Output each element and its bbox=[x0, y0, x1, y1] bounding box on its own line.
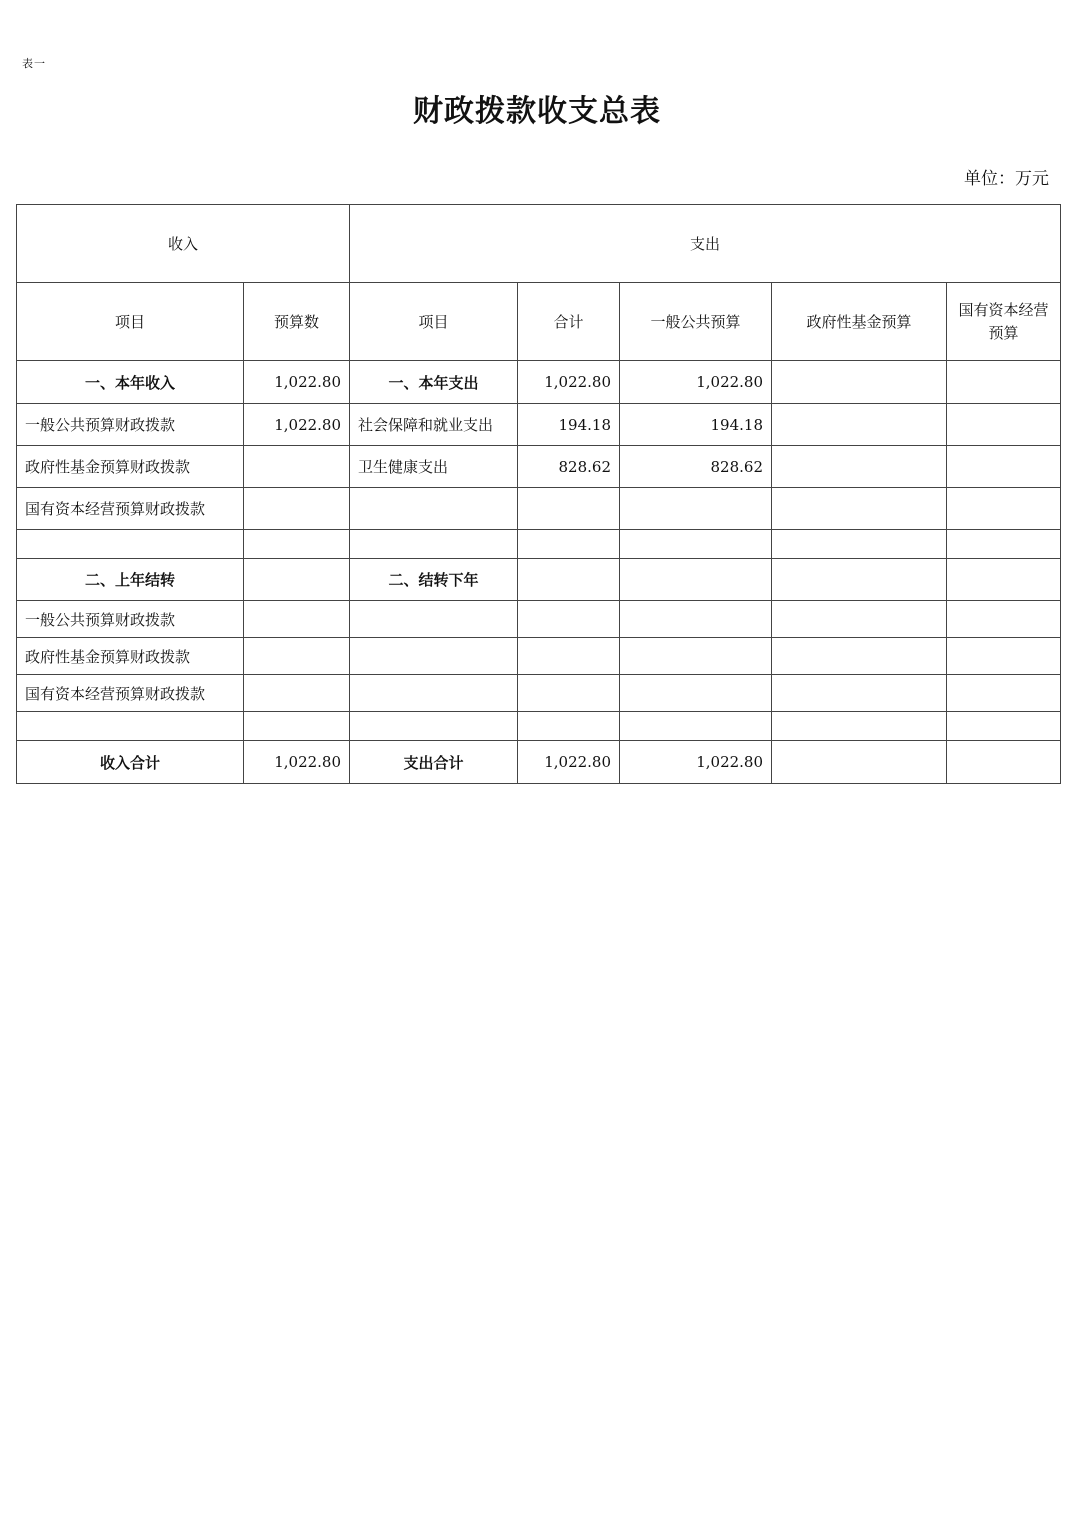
table-row bbox=[17, 712, 1061, 741]
expense-header: 支出 bbox=[350, 205, 1061, 283]
header-row-top bbox=[17, 205, 1061, 283]
table-row bbox=[17, 488, 1061, 530]
expense-item-cell bbox=[350, 638, 518, 675]
expense-item-cell: 二、结转下年 bbox=[350, 559, 518, 601]
fund-budget-header: 政府性基金预算 bbox=[772, 283, 947, 361]
income-amount-cell bbox=[244, 675, 350, 712]
general-budget-cell bbox=[620, 712, 772, 741]
income-item-cell: 收入合计 bbox=[17, 741, 244, 784]
fund-budget-cell bbox=[772, 638, 947, 675]
income-item-cell bbox=[17, 712, 244, 741]
general-budget-header: 一般公共预算 bbox=[620, 283, 772, 361]
income-item-cell: 一般公共预算财政拨款 bbox=[17, 404, 244, 446]
general-budget-cell bbox=[620, 675, 772, 712]
income-item-cell bbox=[17, 530, 244, 559]
general-budget-cell: 1,022.80 bbox=[620, 361, 772, 404]
total-cell: 828.62 bbox=[518, 446, 620, 488]
expense-item-cell bbox=[350, 675, 518, 712]
fund-budget-cell bbox=[772, 361, 947, 404]
income-amount-cell bbox=[244, 638, 350, 675]
table-number: 表一 bbox=[22, 57, 46, 70]
income-item-cell: 国有资本经营预算财政拨款 bbox=[17, 488, 244, 530]
fund-budget-cell bbox=[772, 741, 947, 784]
income-item-header: 项目 bbox=[17, 283, 244, 361]
table-row bbox=[17, 741, 1061, 784]
total-header: 合计 bbox=[518, 283, 620, 361]
total-cell bbox=[518, 675, 620, 712]
table-row bbox=[17, 404, 1061, 446]
table-row bbox=[17, 530, 1061, 559]
income-amount-cell bbox=[244, 446, 350, 488]
expense-item-cell: 社会保障和就业支出 bbox=[350, 404, 518, 446]
total-cell: 194.18 bbox=[518, 404, 620, 446]
expense-item-cell bbox=[350, 488, 518, 530]
income-amount-cell bbox=[244, 530, 350, 559]
total-cell: 1,022.80 bbox=[518, 741, 620, 784]
total-cell bbox=[518, 638, 620, 675]
expense-item-cell: 一、本年支出 bbox=[350, 361, 518, 404]
state-capital-cell bbox=[947, 638, 1061, 675]
state-capital-cell bbox=[947, 530, 1061, 559]
general-budget-cell: 1,022.80 bbox=[620, 741, 772, 784]
table-row bbox=[17, 638, 1061, 675]
income-amount-cell bbox=[244, 559, 350, 601]
income-item-cell: 二、上年结转 bbox=[17, 559, 244, 601]
table-row bbox=[17, 601, 1061, 638]
table-row bbox=[17, 446, 1061, 488]
table-row bbox=[17, 559, 1061, 601]
income-amount-cell bbox=[244, 712, 350, 741]
state-capital-cell bbox=[947, 675, 1061, 712]
state-capital-cell bbox=[947, 446, 1061, 488]
income-header: 收入 bbox=[17, 205, 350, 283]
income-amount-cell bbox=[244, 488, 350, 530]
expense-item-cell bbox=[350, 601, 518, 638]
income-amount-cell: 1,022.80 bbox=[244, 361, 350, 404]
page-title: 财政拨款收支总表 bbox=[413, 94, 661, 129]
fund-budget-cell bbox=[772, 488, 947, 530]
total-cell bbox=[518, 488, 620, 530]
total-cell bbox=[518, 530, 620, 559]
general-budget-cell bbox=[620, 601, 772, 638]
total-cell bbox=[518, 559, 620, 601]
fund-budget-cell bbox=[772, 559, 947, 601]
fund-budget-cell bbox=[772, 712, 947, 741]
total-cell bbox=[518, 601, 620, 638]
general-budget-cell: 828.62 bbox=[620, 446, 772, 488]
income-amount-cell bbox=[244, 601, 350, 638]
state-capital-cell bbox=[947, 741, 1061, 784]
fund-budget-cell bbox=[772, 446, 947, 488]
general-budget-cell bbox=[620, 530, 772, 559]
expense-item-cell: 卫生健康支出 bbox=[350, 446, 518, 488]
fund-budget-cell bbox=[772, 675, 947, 712]
general-budget-cell: 194.18 bbox=[620, 404, 772, 446]
state-capital-cell bbox=[947, 712, 1061, 741]
fund-budget-cell bbox=[772, 404, 947, 446]
state-capital-cell bbox=[947, 361, 1061, 404]
income-amount-cell: 1,022.80 bbox=[244, 741, 350, 784]
fund-budget-cell bbox=[772, 601, 947, 638]
state-capital-cell bbox=[947, 488, 1061, 530]
income-item-cell: 政府性基金预算财政拨款 bbox=[17, 638, 244, 675]
state-capital-cell bbox=[947, 601, 1061, 638]
expense-item-cell bbox=[350, 530, 518, 559]
budget-table bbox=[16, 204, 1061, 784]
total-cell bbox=[518, 712, 620, 741]
table-row bbox=[17, 675, 1061, 712]
unit-label: 单位：万元 bbox=[964, 169, 1049, 189]
fund-budget-cell bbox=[772, 530, 947, 559]
state-capital-header: 国有资本经营预算 bbox=[947, 283, 1061, 361]
general-budget-cell bbox=[620, 638, 772, 675]
total-cell: 1,022.80 bbox=[518, 361, 620, 404]
expense-item-header: 项目 bbox=[350, 283, 518, 361]
general-budget-cell bbox=[620, 488, 772, 530]
income-amount-cell: 1,022.80 bbox=[244, 404, 350, 446]
state-capital-cell bbox=[947, 404, 1061, 446]
income-item-cell: 一般公共预算财政拨款 bbox=[17, 601, 244, 638]
expense-item-cell: 支出合计 bbox=[350, 741, 518, 784]
header-row-sub bbox=[17, 283, 1061, 361]
income-item-cell: 国有资本经营预算财政拨款 bbox=[17, 675, 244, 712]
income-item-cell: 政府性基金预算财政拨款 bbox=[17, 446, 244, 488]
general-budget-cell bbox=[620, 559, 772, 601]
expense-item-cell bbox=[350, 712, 518, 741]
state-capital-cell bbox=[947, 559, 1061, 601]
table-row bbox=[17, 361, 1061, 404]
budget-header: 预算数 bbox=[244, 283, 350, 361]
income-item-cell: 一、本年收入 bbox=[17, 361, 244, 404]
